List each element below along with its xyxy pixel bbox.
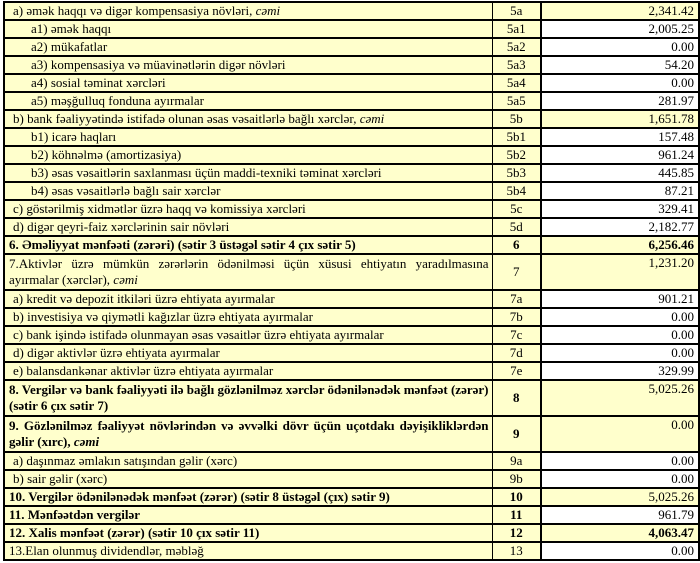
table-row	[4, 2, 699, 20]
row-code-cell: 13	[492, 542, 541, 560]
table-body	[4, 2, 699, 560]
row-value-cell: 157.48	[541, 128, 699, 146]
row-label-text: a4) sosial təminat xərcləri	[31, 75, 166, 90]
row-label-text: a) kredit və depozit itkiləri üzrə ehtiyata ayırmalar	[13, 291, 275, 306]
row-label-cell	[4, 362, 492, 380]
row-label-text: 6. Əməliyyat mənfəəti (zərəri) (sətir 3 üstəgəl sətir 4 çıx sətir 5)	[9, 237, 356, 252]
row-value-cell: 901.21	[541, 290, 699, 308]
row-label-cell	[4, 506, 492, 524]
row-label-text: 8. Vergilər və bank fəaliyyəti ilə bağlı gözlənilməz xərclər ödənilənədək mənfəət (zərər) (sətir 6 çıx sətir 7)	[9, 382, 489, 413]
row-label-cell	[4, 542, 492, 560]
table-row	[4, 308, 699, 326]
row-label-cell	[4, 254, 492, 290]
row-label-text: a) daşınmaz əmlakın satışından gəlir (xərc)	[13, 453, 238, 468]
table-row	[4, 542, 699, 560]
row-label-text: a2) mükafatlar	[31, 39, 108, 54]
table-row	[4, 524, 699, 542]
row-code-cell: 11	[492, 506, 541, 524]
row-code-cell: 5b4	[492, 182, 541, 200]
row-code-cell: 7b	[492, 308, 541, 326]
row-value-cell: 1,651.78	[541, 110, 699, 128]
row-label-italic-text: cəmi	[359, 111, 385, 126]
table-row	[4, 92, 699, 110]
row-label-cell	[4, 308, 492, 326]
row-label-cell	[4, 488, 492, 506]
row-label-text: b4) əsas vəsaitlərlə bağlı sair xərclər	[31, 183, 221, 198]
row-value-cell: 6,256.46	[541, 236, 699, 254]
table-row	[4, 20, 699, 38]
row-label-cell	[4, 2, 492, 20]
row-label-text: a1) əmək haqqı	[31, 21, 112, 36]
row-label-text: c) göstərilmiş xidmətlər üzrə haqq və komissiya xərcləri	[13, 201, 306, 216]
row-value-cell: 0.00	[541, 542, 699, 560]
row-value-cell: 961.79	[541, 506, 699, 524]
row-label-cell	[4, 452, 492, 470]
table-row	[4, 38, 699, 56]
row-code-cell: 5a2	[492, 38, 541, 56]
row-code-cell: 7a	[492, 290, 541, 308]
row-label-text: a5) məşğulluq fonduna ayırmalar	[31, 93, 204, 108]
row-label-cell	[4, 470, 492, 488]
row-code-cell: 12	[492, 524, 541, 542]
row-label-cell	[4, 290, 492, 308]
row-label-cell	[4, 524, 492, 542]
row-code-cell: 5b2	[492, 146, 541, 164]
table-row	[4, 128, 699, 146]
row-label-text: b) bank fəaliyyətində istifadə olunan əsas vəsaitlərlə bağlı xərclər,	[13, 111, 360, 126]
row-label-cell	[4, 200, 492, 218]
row-label-cell	[4, 74, 492, 92]
table-row	[4, 164, 699, 182]
table-row	[4, 110, 699, 128]
table-row	[4, 488, 699, 506]
row-code-cell: 5b	[492, 110, 541, 128]
row-code-cell: 6	[492, 236, 541, 254]
row-value-cell: 54.20	[541, 56, 699, 74]
row-label-text: 9. Gözlənilməz fəaliyyət növlərindən və əvvəlki dövr üçün uçotdakı dəyişikliklərdən gəlir (xırc),	[9, 418, 489, 449]
row-value-cell: 5,025.26	[541, 380, 699, 416]
row-code-cell: 5b3	[492, 164, 541, 182]
table-row	[4, 344, 699, 362]
row-value-cell: 0.00	[541, 74, 699, 92]
row-value-cell: 0.00	[541, 326, 699, 344]
row-value-cell: 0.00	[541, 470, 699, 488]
table-row	[4, 218, 699, 236]
row-code-cell: 7e	[492, 362, 541, 380]
row-value-cell: 87.21	[541, 182, 699, 200]
table-row	[4, 146, 699, 164]
row-label-text: b1) icarə haqları	[31, 129, 117, 144]
row-label-cell	[4, 236, 492, 254]
row-label-cell	[4, 110, 492, 128]
row-value-cell: 0.00	[541, 416, 699, 452]
row-code-cell: 5a1	[492, 20, 541, 38]
row-label-cell	[4, 326, 492, 344]
row-code-cell: 9a	[492, 452, 541, 470]
row-label-text: a3) kompensasiya və müavinətlərin digər növləri	[31, 57, 286, 72]
row-label-italic-text: cəmi	[73, 434, 100, 449]
row-code-cell: 8	[492, 380, 541, 416]
row-label-cell	[4, 128, 492, 146]
row-label-text: 11. Mənfəətdən vergilər	[9, 507, 141, 522]
row-value-cell: 2,005.25	[541, 20, 699, 38]
row-code-cell: 10	[492, 488, 541, 506]
row-label-cell	[4, 218, 492, 236]
row-label-text: 12. Xalis mənfəət (zərər) (sətir 10 çıx sətir 11)	[9, 525, 260, 540]
row-label-text: a) əmək haqqı və digər kompensasiya növləri,	[13, 3, 256, 18]
row-code-cell: 7	[492, 254, 541, 290]
row-label-italic-text: cəmi	[255, 3, 281, 18]
row-code-cell: 5a	[492, 2, 541, 20]
table-row	[4, 362, 699, 380]
row-label-text: 7.Aktivlər üzrə mümkün zərərlərin ödənilməsi üçün xüsusi ehtiyatın yaradılmasına ayırmalar (xərclər),	[9, 256, 489, 287]
row-value-cell: 329.99	[541, 362, 699, 380]
row-label-cell	[4, 146, 492, 164]
row-code-cell: 5a4	[492, 74, 541, 92]
row-label-text: b3) əsas vəsaitlərin saxlanması üçün maddi-texniki təminat xərcləri	[31, 165, 382, 180]
financial-report-table	[3, 1, 700, 561]
row-label-cell	[4, 38, 492, 56]
row-label-cell	[4, 380, 492, 416]
row-label-text: d) digər qeyri-faiz xərclərinin sair növləri	[13, 219, 230, 234]
row-value-cell: 961.24	[541, 146, 699, 164]
table-row	[4, 182, 699, 200]
row-label-text: d) digər aktivlər üzrə ehtiyata ayırmalar	[13, 345, 220, 360]
row-value-cell: 2,182.77	[541, 218, 699, 236]
row-label-cell	[4, 92, 492, 110]
table-row	[4, 56, 699, 74]
row-code-cell: 7d	[492, 344, 541, 362]
row-code-cell: 5b1	[492, 128, 541, 146]
row-label-cell	[4, 164, 492, 182]
row-label-text: 10. Vergilər ödənilənədək mənfəət (zərər) (sətir 8 üstəgəl (çıx) sətir 9)	[9, 489, 390, 504]
row-code-cell: 9b	[492, 470, 541, 488]
row-label-cell	[4, 56, 492, 74]
row-value-cell: 329.41	[541, 200, 699, 218]
row-value-cell: 2,341.42	[541, 2, 699, 20]
row-code-cell: 7c	[492, 326, 541, 344]
row-value-cell: 0.00	[541, 308, 699, 326]
row-label-text: b2) köhnəlmə (amortizasiya)	[31, 147, 182, 162]
table-row	[4, 326, 699, 344]
row-value-cell: 1,231.20	[541, 254, 699, 290]
table-row	[4, 200, 699, 218]
row-code-cell: 9	[492, 416, 541, 452]
table-row	[4, 74, 699, 92]
table-row	[4, 290, 699, 308]
table-row	[4, 452, 699, 470]
row-label-cell	[4, 20, 492, 38]
row-label-cell	[4, 182, 492, 200]
row-value-cell: 281.97	[541, 92, 699, 110]
row-code-cell: 5a3	[492, 56, 541, 74]
row-code-cell: 5c	[492, 200, 541, 218]
row-code-cell: 5a5	[492, 92, 541, 110]
row-label-text: b) sair gəlir (xərc)	[13, 471, 108, 486]
row-label-text: c) bank işində istifadə olunmayan əsas vəsaitlər üzrə ehtiyata ayırmalar	[13, 327, 384, 342]
row-value-cell: 5,025.26	[541, 488, 699, 506]
row-label-cell	[4, 344, 492, 362]
row-label-text: 13.Elan olunmuş dividendlər, məbləğ	[9, 543, 204, 558]
row-value-cell: 0.00	[541, 452, 699, 470]
row-code-cell: 5d	[492, 218, 541, 236]
table-row	[4, 380, 699, 416]
table-row	[4, 470, 699, 488]
row-value-cell: 4,063.47	[541, 524, 699, 542]
row-label-text: e) balansdankənar aktivlər üzrə ehtiyata ayırmalar	[13, 363, 274, 378]
row-value-cell: 0.00	[541, 38, 699, 56]
table-row	[4, 236, 699, 254]
table-row	[4, 416, 699, 452]
table-row	[4, 506, 699, 524]
row-label-italic-text: cəmi	[113, 272, 138, 287]
row-label-text: b) investisiya və qiymətli kağızlar üzrə ehtiyata ayırmalar	[13, 309, 313, 324]
table-row	[4, 254, 699, 290]
row-value-cell: 445.85	[541, 164, 699, 182]
row-label-cell	[4, 416, 492, 452]
row-value-cell: 0.00	[541, 344, 699, 362]
